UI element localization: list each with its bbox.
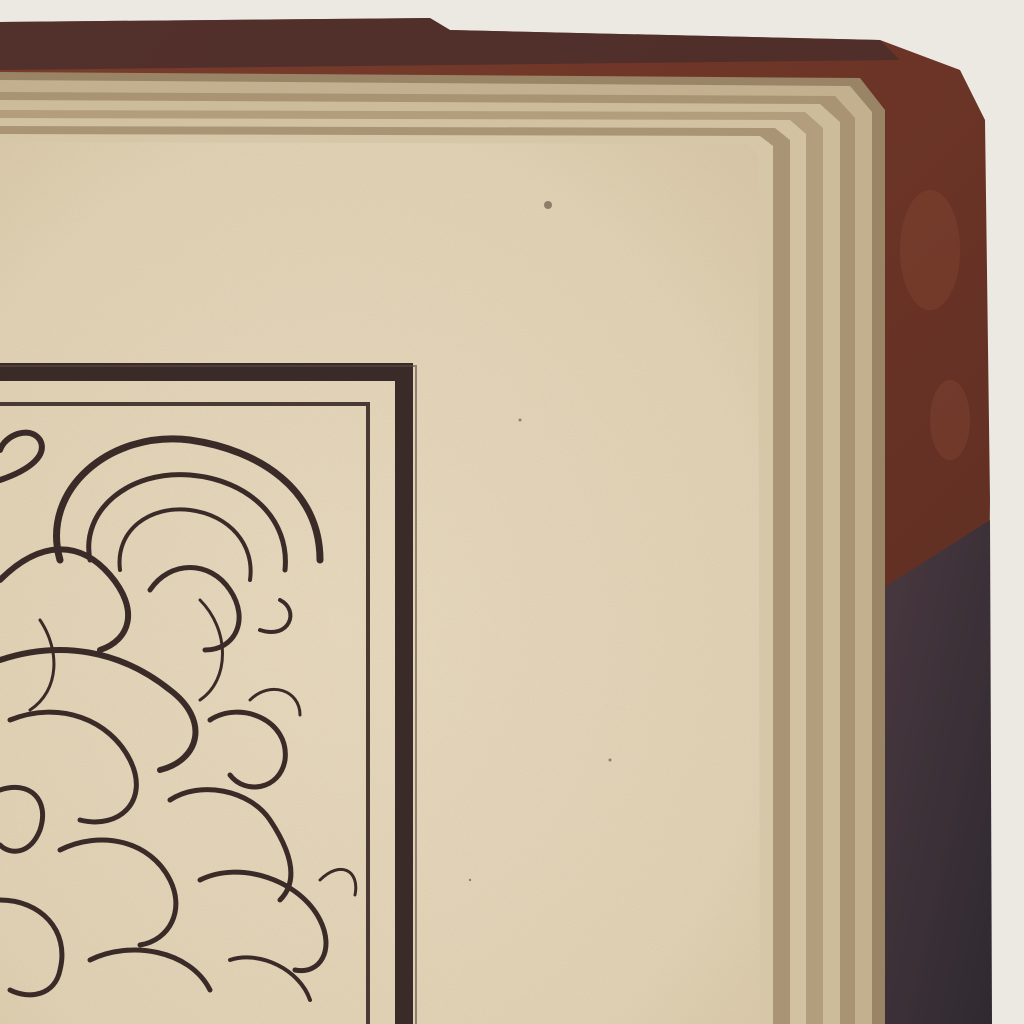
leather-cover-dark-section — [880, 520, 992, 1024]
